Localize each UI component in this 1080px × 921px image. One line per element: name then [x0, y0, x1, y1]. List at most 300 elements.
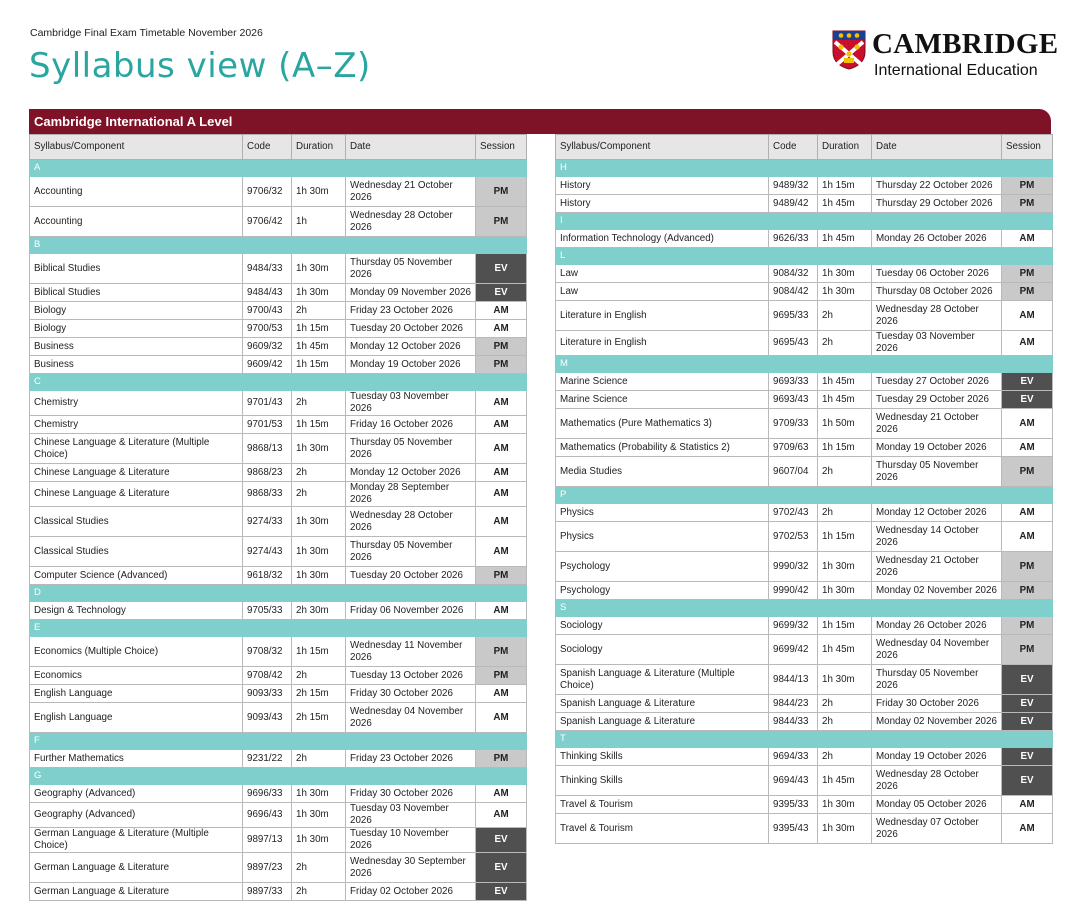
header-code: Code — [243, 135, 292, 160]
code-cell: 9700/43 — [243, 302, 292, 320]
table-row — [30, 685, 527, 703]
syllabus-cell: Physics — [556, 504, 769, 522]
date-cell: Tuesday 10 November 2026 — [346, 828, 476, 853]
table-row — [30, 803, 527, 828]
syllabus-cell: Accounting — [30, 177, 243, 207]
table-row — [30, 828, 527, 853]
table-row — [30, 703, 527, 733]
syllabus-cell: Chinese Language & Literature — [30, 464, 243, 482]
duration-cell: 1h 30m — [292, 828, 346, 853]
syllabus-cell: Classical Studies — [30, 537, 243, 567]
duration-cell: 1h 15m — [818, 439, 872, 457]
session-cell: AM — [1002, 504, 1053, 522]
session-cell: PM — [1002, 177, 1053, 195]
session-cell: PM — [1002, 635, 1053, 665]
table-row — [556, 409, 1053, 439]
duration-cell: 1h 30m — [292, 254, 346, 284]
code-cell: 9990/32 — [769, 552, 818, 582]
session-cell: PM — [476, 637, 527, 667]
date-cell: Monday 12 October 2026 — [346, 338, 476, 356]
duration-cell: 2h — [818, 457, 872, 487]
session-cell: AM — [1002, 522, 1053, 552]
letter-group-label: M — [556, 356, 1053, 373]
code-cell: 9695/43 — [769, 331, 818, 356]
date-cell: Friday 30 October 2026 — [346, 685, 476, 703]
date-cell: Monday 12 October 2026 — [346, 464, 476, 482]
table-row — [556, 617, 1053, 635]
timetable-right — [555, 134, 1053, 844]
page-subtitle: Cambridge Final Exam Timetable November 2026 — [30, 27, 263, 39]
duration-cell: 1h 15m — [292, 637, 346, 667]
letter-group-row — [30, 768, 527, 785]
code-cell: 9395/43 — [769, 814, 818, 844]
table-row — [556, 265, 1053, 283]
table-row — [556, 331, 1053, 356]
duration-cell: 2h — [292, 482, 346, 507]
date-cell: Wednesday 28 October 2026 — [872, 301, 1002, 331]
date-cell: Tuesday 03 November 2026 — [346, 391, 476, 416]
header-syllabus: Syllabus/Component — [30, 135, 243, 160]
table-row — [556, 796, 1053, 814]
code-cell: 9618/32 — [243, 567, 292, 585]
code-cell: 9395/33 — [769, 796, 818, 814]
table-row — [556, 373, 1053, 391]
table-row — [30, 254, 527, 284]
duration-cell: 2h — [818, 301, 872, 331]
session-cell: AM — [476, 703, 527, 733]
duration-cell: 1h 30m — [292, 284, 346, 302]
table-row — [556, 391, 1053, 409]
duration-cell: 2h — [292, 853, 346, 883]
syllabus-cell: Thinking Skills — [556, 748, 769, 766]
syllabus-cell: Information Technology (Advanced) — [556, 230, 769, 248]
duration-cell: 1h 15m — [292, 416, 346, 434]
duration-cell: 2h — [292, 667, 346, 685]
syllabus-cell: Business — [30, 338, 243, 356]
duration-cell: 2h — [292, 391, 346, 416]
duration-cell: 1h — [292, 207, 346, 237]
code-cell: 9844/23 — [769, 695, 818, 713]
table-row — [30, 853, 527, 883]
date-cell: Tuesday 20 October 2026 — [346, 567, 476, 585]
header-duration: Duration — [292, 135, 346, 160]
duration-cell: 1h 30m — [818, 665, 872, 695]
duration-cell: 2h — [292, 750, 346, 768]
date-cell: Thursday 05 November 2026 — [346, 537, 476, 567]
letter-group-row — [556, 731, 1053, 748]
syllabus-cell: Spanish Language & Literature (Multiple Choice) — [556, 665, 769, 695]
code-cell: 9868/13 — [243, 434, 292, 464]
letter-group-label: A — [30, 160, 527, 177]
table-row — [556, 283, 1053, 301]
session-cell: EV — [476, 284, 527, 302]
session-cell: AM — [476, 464, 527, 482]
letter-group-row — [556, 160, 1053, 177]
code-cell: 9489/42 — [769, 195, 818, 213]
syllabus-cell: Geography (Advanced) — [30, 803, 243, 828]
duration-cell: 1h 30m — [292, 537, 346, 567]
session-cell: PM — [476, 177, 527, 207]
syllabus-cell: Sociology — [556, 635, 769, 665]
letter-group-row — [556, 356, 1053, 373]
code-cell: 9868/33 — [243, 482, 292, 507]
date-cell: Tuesday 27 October 2026 — [872, 373, 1002, 391]
banner-label: Cambridge International A Level — [34, 114, 233, 129]
session-cell: PM — [476, 567, 527, 585]
date-cell: Wednesday 07 October 2026 — [872, 814, 1002, 844]
syllabus-cell: Geography (Advanced) — [30, 785, 243, 803]
code-cell: 9844/33 — [769, 713, 818, 731]
letter-group-row — [30, 160, 527, 177]
syllabus-cell: Marine Science — [556, 391, 769, 409]
date-cell: Monday 02 November 2026 — [872, 713, 1002, 731]
table-row — [30, 391, 527, 416]
table-header-row — [30, 135, 527, 160]
syllabus-cell: Biology — [30, 320, 243, 338]
syllabus-cell: Biblical Studies — [30, 284, 243, 302]
syllabus-cell: Travel & Tourism — [556, 814, 769, 844]
duration-cell: 1h 30m — [818, 552, 872, 582]
syllabus-cell: German Language & Literature — [30, 883, 243, 901]
date-cell: Tuesday 06 October 2026 — [872, 265, 1002, 283]
syllabus-cell: Economics (Multiple Choice) — [30, 637, 243, 667]
code-cell: 9705/33 — [243, 602, 292, 620]
letter-group-label: H — [556, 160, 1053, 177]
syllabus-cell: Chemistry — [30, 391, 243, 416]
cambridge-logo — [832, 28, 1059, 84]
code-cell: 9093/33 — [243, 685, 292, 703]
session-cell: PM — [476, 750, 527, 768]
table-row — [30, 464, 527, 482]
date-cell: Friday 23 October 2026 — [346, 302, 476, 320]
duration-cell: 1h 45m — [818, 230, 872, 248]
syllabus-cell: Sociology — [556, 617, 769, 635]
code-cell: 9699/42 — [769, 635, 818, 665]
code-cell: 9609/42 — [243, 356, 292, 374]
logo-subtitle: International Education — [874, 62, 1038, 79]
duration-cell: 1h 45m — [818, 195, 872, 213]
table-row — [30, 416, 527, 434]
syllabus-cell: Mathematics (Pure Mathematics 3) — [556, 409, 769, 439]
code-cell: 9084/32 — [769, 265, 818, 283]
table-row — [556, 230, 1053, 248]
code-cell: 9626/33 — [769, 230, 818, 248]
header-code: Code — [769, 135, 818, 160]
syllabus-cell: Classical Studies — [30, 507, 243, 537]
table-row — [30, 482, 527, 507]
code-cell: 9694/43 — [769, 766, 818, 796]
header-duration: Duration — [818, 135, 872, 160]
letter-group-label: B — [30, 237, 527, 254]
syllabus-cell: Economics — [30, 667, 243, 685]
date-cell: Wednesday 28 October 2026 — [872, 766, 1002, 796]
date-cell: Wednesday 28 October 2026 — [346, 207, 476, 237]
code-cell: 9701/53 — [243, 416, 292, 434]
session-cell: AM — [476, 803, 527, 828]
duration-cell: 2h — [292, 302, 346, 320]
letter-group-row — [556, 213, 1053, 230]
session-cell: PM — [1002, 283, 1053, 301]
session-cell: AM — [1002, 301, 1053, 331]
session-cell: AM — [476, 685, 527, 703]
header-session: Session — [476, 135, 527, 160]
code-cell: 9897/33 — [243, 883, 292, 901]
date-cell: Friday 06 November 2026 — [346, 602, 476, 620]
letter-group-label: D — [30, 585, 527, 602]
syllabus-cell: Psychology — [556, 582, 769, 600]
session-cell: AM — [476, 537, 527, 567]
duration-cell: 1h 30m — [818, 265, 872, 283]
table-row — [556, 748, 1053, 766]
date-cell: Tuesday 29 October 2026 — [872, 391, 1002, 409]
code-cell: 9694/33 — [769, 748, 818, 766]
session-cell: AM — [1002, 230, 1053, 248]
syllabus-cell: Biblical Studies — [30, 254, 243, 284]
code-cell: 9700/53 — [243, 320, 292, 338]
session-cell: AM — [1002, 331, 1053, 356]
syllabus-cell: History — [556, 195, 769, 213]
syllabus-cell: Media Studies — [556, 457, 769, 487]
session-cell: PM — [1002, 617, 1053, 635]
code-cell: 9844/13 — [769, 665, 818, 695]
table-row — [30, 567, 527, 585]
letter-group-label: L — [556, 248, 1053, 265]
session-cell: AM — [476, 320, 527, 338]
table-row — [30, 284, 527, 302]
session-cell: AM — [1002, 409, 1053, 439]
syllabus-cell: Chinese Language & Literature (Multiple Choice) — [30, 434, 243, 464]
date-cell: Tuesday 03 November 2026 — [872, 331, 1002, 356]
date-cell: Thursday 22 October 2026 — [872, 177, 1002, 195]
session-cell: PM — [476, 667, 527, 685]
duration-cell: 2h — [292, 883, 346, 901]
date-cell: Friday 30 October 2026 — [346, 785, 476, 803]
table-header-row — [556, 135, 1053, 160]
syllabus-cell: Literature in English — [556, 301, 769, 331]
code-cell: 9274/33 — [243, 507, 292, 537]
letter-group-label: S — [556, 600, 1053, 617]
table-row — [30, 338, 527, 356]
date-cell: Friday 02 October 2026 — [346, 883, 476, 901]
date-cell: Monday 05 October 2026 — [872, 796, 1002, 814]
letter-group-row — [30, 585, 527, 602]
duration-cell: 1h 30m — [292, 434, 346, 464]
code-cell: 9897/13 — [243, 828, 292, 853]
code-cell: 9484/43 — [243, 284, 292, 302]
session-cell: PM — [476, 338, 527, 356]
date-cell: Thursday 08 October 2026 — [872, 283, 1002, 301]
code-cell: 9693/33 — [769, 373, 818, 391]
duration-cell: 1h 30m — [818, 582, 872, 600]
letter-group-label: I — [556, 213, 1053, 230]
code-cell: 9084/42 — [769, 283, 818, 301]
page-title: Syllabus view (A–Z) — [29, 46, 371, 86]
table-row — [30, 507, 527, 537]
duration-cell: 1h 45m — [818, 766, 872, 796]
session-cell: PM — [1002, 552, 1053, 582]
date-cell: Monday 26 October 2026 — [872, 230, 1002, 248]
letter-group-row — [30, 237, 527, 254]
code-cell: 9702/43 — [769, 504, 818, 522]
duration-cell: 1h 45m — [818, 635, 872, 665]
session-cell: AM — [476, 602, 527, 620]
session-cell: AM — [476, 507, 527, 537]
letter-group-row — [30, 733, 527, 750]
shield-icon — [832, 30, 866, 70]
syllabus-cell: German Language & Literature — [30, 853, 243, 883]
letter-group-label: E — [30, 620, 527, 637]
syllabus-cell: Spanish Language & Literature — [556, 695, 769, 713]
session-cell: PM — [1002, 582, 1053, 600]
date-cell: Thursday 29 October 2026 — [872, 195, 1002, 213]
date-cell: Monday 19 October 2026 — [872, 439, 1002, 457]
syllabus-cell: Mathematics (Probability & Statistics 2) — [556, 439, 769, 457]
date-cell: Wednesday 04 November 2026 — [872, 635, 1002, 665]
table-row — [30, 177, 527, 207]
code-cell: 9093/43 — [243, 703, 292, 733]
date-cell: Monday 19 October 2026 — [872, 748, 1002, 766]
session-cell: AM — [476, 302, 527, 320]
timetable-left — [29, 134, 527, 901]
duration-cell: 1h 30m — [818, 283, 872, 301]
syllabus-cell: Chinese Language & Literature — [30, 482, 243, 507]
syllabus-cell: Travel & Tourism — [556, 796, 769, 814]
code-cell: 9274/43 — [243, 537, 292, 567]
code-cell: 9699/32 — [769, 617, 818, 635]
code-cell: 9696/33 — [243, 785, 292, 803]
duration-cell: 2h — [818, 713, 872, 731]
date-cell: Wednesday 04 November 2026 — [346, 703, 476, 733]
code-cell: 9696/43 — [243, 803, 292, 828]
duration-cell: 2h 15m — [292, 685, 346, 703]
duration-cell: 2h — [292, 464, 346, 482]
letter-group-label: F — [30, 733, 527, 750]
table-row — [556, 439, 1053, 457]
date-cell: Tuesday 13 October 2026 — [346, 667, 476, 685]
code-cell: 9693/43 — [769, 391, 818, 409]
header-session: Session — [1002, 135, 1053, 160]
session-cell: EV — [1002, 713, 1053, 731]
date-cell: Thursday 05 November 2026 — [346, 434, 476, 464]
date-cell: Wednesday 21 October 2026 — [872, 552, 1002, 582]
duration-cell: 1h 30m — [292, 785, 346, 803]
letter-group-label: P — [556, 487, 1053, 504]
session-cell: EV — [1002, 695, 1053, 713]
session-cell: EV — [1002, 748, 1053, 766]
duration-cell: 1h 50m — [818, 409, 872, 439]
syllabus-cell: Literature in English — [556, 331, 769, 356]
session-cell: AM — [476, 416, 527, 434]
duration-cell: 1h 15m — [818, 177, 872, 195]
session-cell: PM — [1002, 195, 1053, 213]
date-cell: Monday 12 October 2026 — [872, 504, 1002, 522]
date-cell: Wednesday 21 October 2026 — [872, 409, 1002, 439]
syllabus-cell: Thinking Skills — [556, 766, 769, 796]
duration-cell: 1h 45m — [818, 373, 872, 391]
table-row — [30, 537, 527, 567]
session-cell: AM — [476, 482, 527, 507]
syllabus-cell: Further Mathematics — [30, 750, 243, 768]
table-row — [30, 302, 527, 320]
duration-cell: 1h 15m — [818, 617, 872, 635]
syllabus-cell: History — [556, 177, 769, 195]
header-date: Date — [872, 135, 1002, 160]
session-cell: EV — [476, 883, 527, 901]
syllabus-cell: German Language & Literature (Multiple Choice) — [30, 828, 243, 853]
table-row — [556, 177, 1053, 195]
table-row — [30, 785, 527, 803]
date-cell: Monday 28 September 2026 — [346, 482, 476, 507]
code-cell: 9706/32 — [243, 177, 292, 207]
duration-cell: 1h 30m — [292, 803, 346, 828]
date-cell: Monday 26 October 2026 — [872, 617, 1002, 635]
syllabus-cell: Physics — [556, 522, 769, 552]
table-row — [30, 667, 527, 685]
syllabus-cell: English Language — [30, 685, 243, 703]
duration-cell: 1h 45m — [292, 338, 346, 356]
syllabus-cell: Accounting — [30, 207, 243, 237]
code-cell: 9990/42 — [769, 582, 818, 600]
syllabus-cell: Design & Technology — [30, 602, 243, 620]
session-cell: PM — [1002, 265, 1053, 283]
date-cell: Friday 23 October 2026 — [346, 750, 476, 768]
duration-cell: 2h 30m — [292, 602, 346, 620]
duration-cell: 1h 30m — [292, 507, 346, 537]
date-cell: Wednesday 11 November 2026 — [346, 637, 476, 667]
letter-group-label: G — [30, 768, 527, 785]
duration-cell: 2h — [818, 748, 872, 766]
syllabus-cell: Chemistry — [30, 416, 243, 434]
session-cell: AM — [1002, 796, 1053, 814]
duration-cell: 2h — [818, 695, 872, 713]
code-cell: 9607/04 — [769, 457, 818, 487]
letter-group-row — [556, 248, 1053, 265]
code-cell: 9897/23 — [243, 853, 292, 883]
duration-cell: 1h 30m — [292, 177, 346, 207]
syllabus-cell: Computer Science (Advanced) — [30, 567, 243, 585]
header-date: Date — [346, 135, 476, 160]
table-row — [556, 713, 1053, 731]
code-cell: 9708/42 — [243, 667, 292, 685]
duration-cell: 1h 45m — [818, 391, 872, 409]
code-cell: 9706/42 — [243, 207, 292, 237]
date-cell: Wednesday 14 October 2026 — [872, 522, 1002, 552]
letter-group-row — [556, 487, 1053, 504]
date-cell: Thursday 05 November 2026 — [346, 254, 476, 284]
table-row — [556, 635, 1053, 665]
code-cell: 9484/33 — [243, 254, 292, 284]
date-cell: Monday 19 October 2026 — [346, 356, 476, 374]
session-cell: EV — [1002, 766, 1053, 796]
session-cell: EV — [1002, 391, 1053, 409]
duration-cell: 1h 30m — [818, 814, 872, 844]
session-cell: AM — [1002, 814, 1053, 844]
table-row — [556, 582, 1053, 600]
code-cell: 9702/53 — [769, 522, 818, 552]
session-cell: AM — [476, 434, 527, 464]
session-cell: AM — [1002, 439, 1053, 457]
date-cell: Friday 16 October 2026 — [346, 416, 476, 434]
table-row — [556, 766, 1053, 796]
date-cell: Thursday 05 November 2026 — [872, 665, 1002, 695]
date-cell: Monday 09 November 2026 — [346, 284, 476, 302]
table-row — [30, 883, 527, 901]
duration-cell: 2h 15m — [292, 703, 346, 733]
date-cell: Friday 30 October 2026 — [872, 695, 1002, 713]
logo-brand: CAMBRIDGE — [872, 28, 1059, 60]
session-cell: PM — [1002, 457, 1053, 487]
table-row — [556, 522, 1053, 552]
